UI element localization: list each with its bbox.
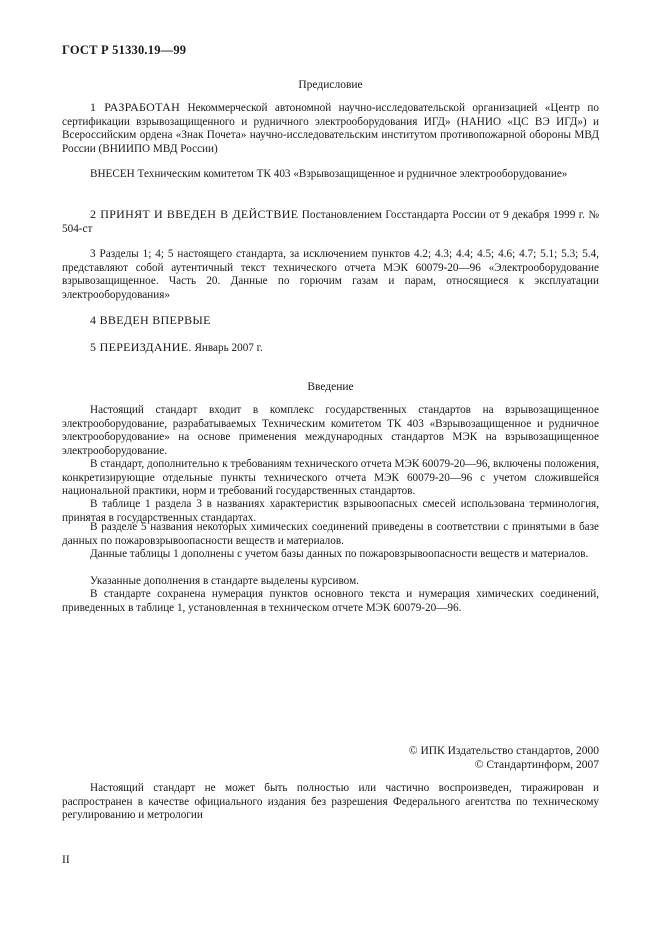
reproduction-notice: Настоящий стандарт не может быть полностью или частично воспроизведен, тиражирован и распространен в качестве официального издания без разрешения Федерального агентства по техническому регулированию и метрологии (62, 782, 599, 822)
intro-paragraph-3: В таблице 1 раздела 3 в названиях характеристик взрывоопасных смесей использована терминология, принятая в государственных стандартах. (62, 498, 599, 524)
page-number: II (62, 854, 70, 866)
foreword-item-3: 3 Разделы 1; 4; 5 настоящего стандарта, за исключением пунктов 4.2; 4.3; 4.4; 4.5; 4.6; 4.7; 5.1; 5.3; 5.4, представляют собой аутентичный текст технического отчета МЭК 60079-20—96 «Электрооборудование взрывозащищенное. Часть 20. Данные по горючим газам и парам, относящиеся к эксплуатации электрооборудования» (62, 248, 599, 301)
foreword-item-1-head: 1 РАЗРАБОТАН (90, 100, 181, 114)
foreword-item-2 (62, 208, 599, 236)
copyright-block (409, 744, 599, 772)
copyright-line-2: © Стандартинформ, 2007 (474, 759, 599, 771)
foreword-item-1-text: Некоммерческой автономной научно-исследовательской организацией «Центр по сертификации взрывозащищенного и рудничного электрооборудования ИГД» (НАНИО «ЦС ВЭ ИГД») и Всероссийским ордена «Знак Почета» научно-исследовательским институтом противопожарной обороны МВД России (ВНИИПО МВД России) (62, 102, 600, 155)
foreword-item-5-head: 5 ПЕРЕИЗДАНИЕ. (90, 340, 192, 354)
foreword-item-5-text: Январь 2007 г. (194, 342, 263, 354)
foreword-item-2-text: Постановлением Госстандарта России от 9 декабря 1999 г. № 504-ст (62, 209, 599, 235)
foreword-introduced: ВНЕСЕН Техническим комитетом ТК 403 «Взрывозащищенное и рудничное электрооборудование» (90, 168, 568, 180)
foreword-title: Предисловие (298, 79, 363, 91)
intro-paragraph-4: В разделе 5 названия некоторых химических соединений приведены в соответствии с принятыми в базе данных по пожаровзрывоопасности веществ и материалов. (62, 521, 599, 547)
intro-paragraph-2: В стандарт, дополнительно к требованиям технического отчета МЭК 60079-20—96, включены положения, конкретизирующие отдельные пункты технического отчета МЭК 60079-20—96 с учетом сложившейся национальной практики, норм и требований государственных стандартов. (62, 458, 599, 498)
foreword-item-5 (62, 341, 599, 356)
intro-paragraph-1: Настоящий стандарт входит в комплекс государственных стандартов на взрывозащищенное электрооборудование, разрабатываемых Техническим комитетом ТК 403 «Взрывозащищенное и рудничное электрооборудование» на основе применения международных стандартов МЭК на взрывозащищенное электрооборудование. (62, 404, 599, 457)
copyright-line-1: © ИПК Издательство стандартов, 2000 (408, 745, 599, 757)
foreword-item-1 (62, 101, 599, 156)
intro-paragraph-6: Указанные дополнения в стандарте выделены курсивом. (90, 575, 359, 587)
foreword-item-4: 4 ВВЕДЕН ВПЕРВЫЕ (90, 313, 211, 327)
intro-paragraph-7: В стандарте сохранена нумерация пунктов основного текста и нумерация химических соединений, приведенных в таблице 1, установленная в техническом отчете МЭК 60079-20—96. (62, 588, 599, 614)
intro-paragraph-5: Данные таблицы 1 дополнены с учетом базы данных по пожаровзрывоопасности веществ и материалов. (90, 548, 589, 560)
foreword-item-2-head: 2 ПРИНЯТ И ВВЕДЕН В ДЕЙСТВИЕ (90, 207, 299, 221)
document-code: ГОСТ Р 51330.19—99 (62, 43, 187, 57)
intro-title: Введение (307, 381, 354, 393)
